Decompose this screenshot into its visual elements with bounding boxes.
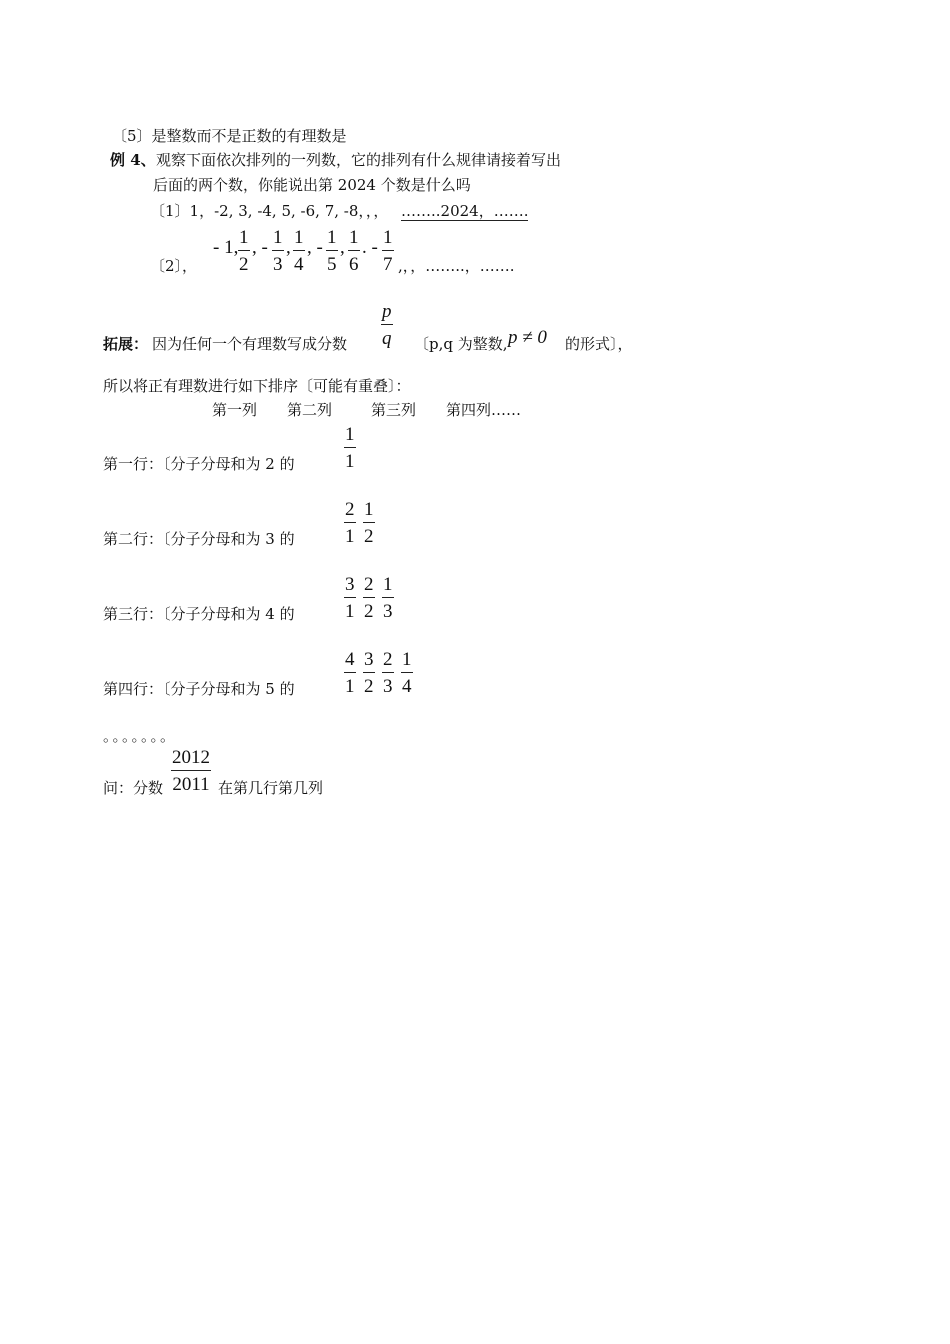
fraction-denominator: 1 — [345, 676, 355, 697]
fraction-denominator: q — [382, 328, 392, 349]
sequence-2-separator: , — [340, 237, 345, 258]
fraction-numerator: 1 — [382, 228, 394, 251]
row-fraction — [363, 500, 375, 546]
fraction-denominator: 5 — [327, 254, 337, 275]
row-label: 第一行：〔分子分母和为 2 的 — [103, 455, 295, 473]
fraction-denominator: 2 — [364, 526, 374, 547]
sequence-2-fraction — [272, 228, 284, 274]
fraction-denominator: 2 — [364, 601, 374, 622]
column-header-4: 第四列…… — [446, 401, 522, 419]
sequence-2-fraction — [326, 228, 338, 274]
fraction-denominator: 2011 — [172, 774, 210, 795]
condition-p-nonzero: p ≠ 0 — [508, 327, 547, 348]
fraction-numerator: 1 — [401, 650, 413, 673]
fraction-denominator: 1 — [345, 601, 355, 622]
fraction-numerator: 1 — [363, 500, 375, 523]
sequence-2-separator: , - — [252, 237, 268, 258]
fraction-denominator: 1 — [345, 526, 355, 547]
sequence-2-separator: , — [286, 237, 291, 258]
extension-text-2: 〔p,q 为整数, — [414, 335, 508, 353]
fraction-2012-over-2011 — [171, 748, 211, 794]
fraction-numerator: 4 — [344, 650, 356, 673]
sequence-2-tail: ,，，……..，……. — [398, 257, 515, 275]
fraction-denominator: 3 — [273, 254, 283, 275]
fraction-denominator: 6 — [349, 254, 359, 275]
item-5-text: 〔5〕是整数而不是正数的有理数是 — [112, 127, 347, 145]
fraction-numerator: 1 — [238, 228, 250, 251]
example-4-label: 例 4、 — [110, 151, 156, 169]
row-fraction — [344, 575, 356, 621]
sequence-2-prefix: 〔2〕， — [150, 257, 198, 275]
fraction-denominator: 7 — [383, 254, 393, 275]
fraction-numerator: 1 — [344, 425, 356, 448]
fraction-denominator: 4 — [294, 254, 304, 275]
fraction-numerator: 1 — [293, 228, 305, 251]
question-prefix: 问：分数 — [103, 779, 164, 797]
extension-line-2: 所以将正有理数进行如下排序〔可能有重叠〕： — [103, 377, 411, 395]
fraction-numerator: 3 — [363, 650, 375, 673]
fraction-p-over-q — [381, 302, 393, 348]
ellipsis-dots: 。。。。。。。 — [103, 727, 178, 745]
sequence-2-fraction — [293, 228, 305, 274]
fraction-numerator: 2 — [344, 500, 356, 523]
row-fraction — [401, 650, 413, 696]
row-fraction — [363, 575, 375, 621]
fraction-numerator: 1 — [326, 228, 338, 251]
sequence-1-prefix: 〔1〕1，-2, 3, -4, 5, -6, 7, -8，，， — [150, 202, 389, 220]
sequence-1-tail: ……..2024，……. — [401, 202, 529, 220]
column-header-3: 第三列 — [371, 401, 417, 419]
fraction-denominator: 1 — [345, 451, 355, 472]
fraction-numerator: 1 — [272, 228, 284, 251]
example-4-line1: 观察下面依次排列的一列数，它的排列有什么规律请接着写出 — [156, 151, 562, 169]
fraction-denominator: 2 — [364, 676, 374, 697]
row-fraction — [344, 425, 356, 471]
row-fraction — [382, 650, 394, 696]
fraction-numerator: 1 — [348, 228, 360, 251]
fraction-denominator: 3 — [383, 676, 393, 697]
fraction-numerator: 2012 — [171, 748, 211, 771]
fraction-denominator: 3 — [383, 601, 393, 622]
row-label: 第四行：〔分子分母和为 5 的 — [103, 680, 295, 698]
column-header-1: 第一列 — [212, 401, 258, 419]
extension-text-3: 的形式〕， — [565, 335, 633, 353]
column-header-2: 第二列 — [287, 401, 333, 419]
extension-label: 拓展： — [103, 335, 149, 353]
row-label: 第三行：〔分子分母和为 4 的 — [103, 605, 295, 623]
fraction-numerator: 1 — [382, 575, 394, 598]
question-suffix: 在第几行第几列 — [218, 779, 324, 797]
row-fraction — [363, 650, 375, 696]
fraction-denominator: 2 — [239, 254, 249, 275]
row-fraction — [344, 650, 356, 696]
sequence-2-leading-term: - 1, — [213, 237, 239, 258]
extension-text-1: 因为任何一个有理数写成分数 — [152, 335, 348, 353]
example-4-line2: 后面的两个数，你能说出第 2024 个数是什么吗 — [153, 176, 471, 194]
row-label: 第二行：〔分子分母和为 3 的 — [103, 530, 295, 548]
fraction-numerator: 2 — [363, 575, 375, 598]
fraction-numerator: 3 — [344, 575, 356, 598]
row-fraction — [382, 575, 394, 621]
fraction-denominator: 4 — [402, 676, 412, 697]
sequence-2-fraction — [382, 228, 394, 274]
sequence-2-fraction — [238, 228, 250, 274]
sequence-2-separator: . - — [362, 237, 378, 258]
fraction-numerator: 2 — [382, 650, 394, 673]
row-fraction — [344, 500, 356, 546]
fraction-numerator: p — [381, 302, 393, 325]
sequence-2-separator: , - — [307, 237, 323, 258]
sequence-2-fraction — [348, 228, 360, 274]
